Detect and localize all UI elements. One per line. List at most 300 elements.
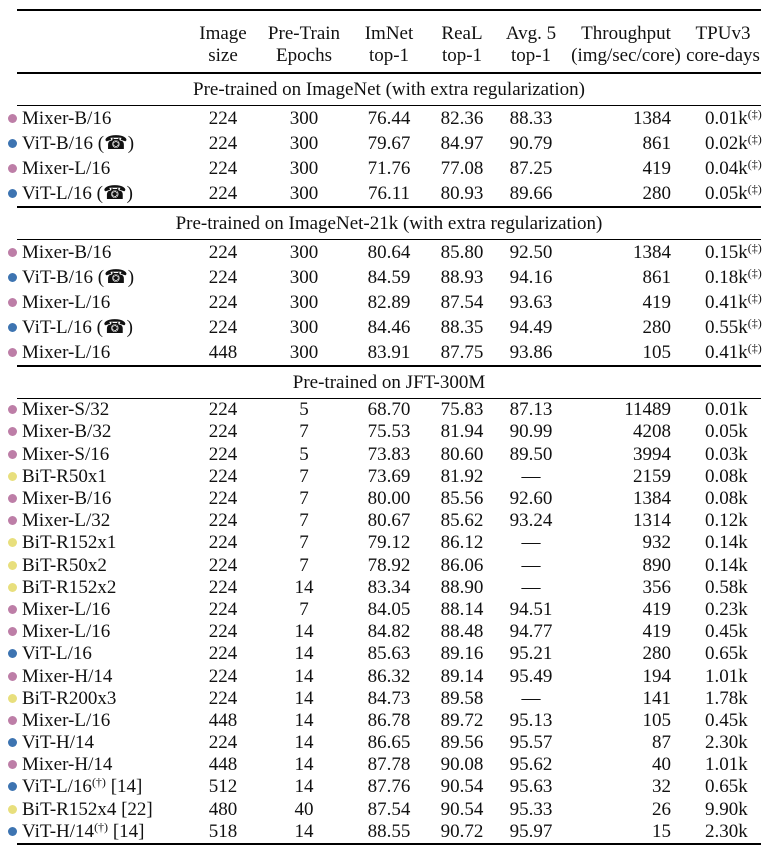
bit-bullet-icon [8,472,17,481]
pretrain-epochs-cell: 300 [289,107,319,129]
tpu-core-days-cell [685,242,761,264]
model-name: ViT-B/16 (☎) [22,267,135,289]
real-top1-cell: 89.56 [440,732,484,754]
model-name: Mixer-S/16 [22,443,110,465]
throughput-cell: 861 [642,132,671,154]
mixer-bullet-icon [8,405,17,414]
column-header-line2: top-1 [441,45,483,67]
imnet-top1-cell: 73.69 [367,465,411,487]
pretrain-epochs-cell: 14 [294,687,314,709]
tpu-core-days-value: 2.30k [705,732,748,754]
table-row [17,665,761,687]
image-size-cell: 224 [208,443,238,465]
core-days-superscript: (‡) [747,290,762,305]
throughput-cell: 419 [642,157,671,179]
tpu-core-days-cell [685,421,761,443]
image-size-cell: 224 [208,182,238,204]
image-size-cell: 224 [208,665,238,687]
table-row [17,821,761,843]
vit-bullet-icon [8,323,17,332]
image-size-cell: 224 [208,316,238,338]
tpu-core-days-value: 0.55k [705,316,748,338]
imnet-top1-cell: 79.12 [367,532,411,554]
image-size-cell: 518 [208,820,238,842]
pretrain-epochs-cell: 7 [299,488,309,510]
image-size-cell: 224 [208,241,238,263]
model-cell [17,182,187,205]
avg5-top1-cell: 88.33 [509,107,553,129]
model-name: Mixer-L/16 [22,598,111,620]
real-top1-cell: 84.97 [440,132,484,154]
core-days-superscript: (‡) [747,106,762,121]
pretrain-epochs-cell: 7 [299,465,309,487]
tpu-core-days-cell [685,399,761,421]
tpu-core-days-value: 0.01k [705,399,748,421]
column-header-image-size [187,23,259,67]
table-row [17,290,761,315]
pretrain-epochs-cell: 14 [294,709,314,731]
pretrain-epochs-cell: 7 [299,421,309,443]
avg5-top1-cell: 92.50 [509,241,553,263]
image-size-cell: 224 [208,421,238,443]
imnet-top1-cell: 86.32 [367,665,411,687]
tpu-core-days-value: 0.14k [705,554,748,576]
tpu-core-days-cell [685,133,761,155]
column-header-line1: ReaL [441,23,483,45]
model-name: Mixer-B/16 [22,488,112,510]
tpu-core-days-cell [685,488,761,510]
model-name: ViT-L/16 [22,776,92,798]
section-rows [17,240,761,365]
model-cell [17,266,187,289]
real-top1-cell: 81.94 [440,421,484,443]
column-header-row [17,11,761,72]
tpu-core-days-cell [685,444,761,466]
imnet-top1-cell: 68.70 [367,399,411,421]
vit-bullet-icon [8,827,17,836]
pretrain-epochs-cell: 14 [294,820,314,842]
throughput-cell: 105 [642,341,671,363]
tpu-core-days-value: 0.08k [705,465,748,487]
real-top1-cell: 86.12 [440,532,484,554]
tpu-core-days-value: 0.08k [705,488,748,510]
imnet-top1-cell: 87.76 [367,776,411,798]
imnet-top1-cell: 76.11 [367,182,411,204]
imnet-top1-cell: 80.67 [367,510,411,532]
tpu-core-days-cell [685,577,761,599]
section-rows [17,106,761,206]
section-header: Pre-trained on ImageNet-21k (with extra regularization) [175,212,603,234]
core-days-superscript: (‡) [747,315,762,330]
table-row [17,688,761,710]
real-top1-cell: 88.14 [440,598,484,620]
column-header-epochs [259,23,349,67]
real-top1-cell: 85.80 [440,241,484,263]
column-header-line2: size [208,45,238,67]
section-rows [17,399,761,843]
model-cell [17,821,187,843]
real-top1-cell: 80.60 [440,443,484,465]
pretrain-epochs-cell: 300 [289,182,319,204]
vit-bullet-icon [8,782,17,791]
tpu-core-days-value: 1.78k [705,687,748,709]
throughput-cell: 105 [642,709,671,731]
model-cell [17,488,187,510]
avg5-top1-cell: — [521,554,541,576]
vit-bullet-icon [8,273,17,282]
image-size-cell: 448 [208,754,238,776]
tpu-core-days-cell [685,466,761,488]
throughput-cell: 4208 [633,421,671,443]
column-header-line2: Epochs [276,45,332,67]
avg5-top1-cell: 87.13 [509,399,553,421]
tpu-core-days-value: 0.18k [705,266,748,288]
model-cell [17,510,187,532]
model-cell [17,776,187,798]
imnet-top1-cell: 87.54 [367,798,411,820]
imnet-top1-cell: 85.63 [367,643,411,665]
avg5-top1-cell: 94.49 [509,316,553,338]
table-row [17,240,761,265]
tpu-core-days-cell [685,776,761,798]
model-cell [17,342,187,364]
core-days-superscript: (‡) [747,240,762,255]
throughput-cell: 1314 [633,510,671,532]
model-name: Mixer-B/32 [22,421,112,443]
tpu-core-days-value: 0.23k [705,598,748,620]
throughput-cell: 419 [642,598,671,620]
imnet-top1-cell: 79.67 [367,132,411,154]
throughput-cell: 419 [642,291,671,313]
image-size-cell: 224 [208,643,238,665]
pretrain-epochs-cell: 300 [289,291,319,313]
model-name: ViT-B/16 (☎) [22,133,135,155]
table-row [17,643,761,665]
avg5-top1-cell: 95.97 [509,820,553,842]
image-size-cell: 224 [208,157,238,179]
model-name-superscript: (†) [94,819,109,834]
table-row [17,799,761,821]
pretrain-epochs-cell: 14 [294,643,314,665]
tpu-core-days-cell [685,821,761,843]
throughput-cell: 11489 [624,399,671,421]
model-name: Mixer-L/16 [22,291,111,313]
mixer-bullet-icon [8,516,17,525]
avg5-top1-cell: 95.57 [509,732,553,754]
throughput-cell: 2159 [633,465,671,487]
model-cell [17,532,187,554]
tpu-core-days-cell [685,666,761,688]
table-row [17,488,761,510]
column-header-line2: core-days [686,45,760,67]
imnet-top1-cell: 75.53 [367,421,411,443]
tpu-core-days-cell [685,643,761,665]
image-size-cell: 224 [208,291,238,313]
bit-bullet-icon [8,583,17,592]
paper-results-table [17,9,761,845]
vit-bullet-icon [8,189,17,198]
avg5-top1-cell: 95.63 [509,776,553,798]
tpu-core-days-cell [685,732,761,754]
model-name: BiT-R50x2 [22,554,107,576]
pretrain-epochs-cell: 14 [294,576,314,598]
imnet-top1-cell: 73.83 [367,443,411,465]
image-size-cell: 224 [208,107,238,129]
vit-bullet-icon [8,139,17,148]
image-size-cell: 224 [208,465,238,487]
tpu-core-days-cell [685,555,761,577]
tpu-core-days-cell [685,754,761,776]
image-size-cell: 224 [208,532,238,554]
tpu-core-days-cell [685,108,761,130]
avg5-top1-cell: — [521,687,541,709]
tpu-core-days-value: 0.05k [705,182,748,204]
avg5-top1-cell: 95.49 [509,665,553,687]
tpu-core-days-cell [685,267,761,289]
bit-bullet-icon [8,694,17,703]
vit-bullet-icon [8,738,17,747]
model-name: Mixer-B/16 [22,241,112,263]
model-cell [17,466,187,488]
column-header-imnet [349,23,429,67]
table-row [17,444,761,466]
pretrain-epochs-cell: 14 [294,665,314,687]
model-name: Mixer-H/14 [22,665,113,687]
tpu-core-days-cell [685,342,761,364]
model-name: Mixer-L/16 [22,157,111,179]
image-size-cell: 480 [208,798,238,820]
mixer-bullet-icon [8,627,17,636]
avg5-top1-cell: — [521,576,541,598]
real-top1-cell: 90.54 [440,776,484,798]
throughput-cell: 861 [642,266,671,288]
real-top1-cell: 89.16 [440,643,484,665]
pretrain-epochs-cell: 7 [299,598,309,620]
tpu-core-days-cell [685,183,761,205]
real-top1-cell: 89.14 [440,665,484,687]
model-cell [17,555,187,577]
real-top1-cell: 89.72 [440,709,484,731]
imnet-top1-cell: 86.78 [367,709,411,731]
model-name: Mixer-B/16 [22,107,112,129]
core-days-superscript: (‡) [747,265,762,280]
tpu-core-days-value: 0.65k [705,776,748,798]
real-top1-cell: 88.35 [440,316,484,338]
pretrain-epochs-cell: 5 [299,399,309,421]
real-top1-cell: 90.08 [440,754,484,776]
column-header-line1: TPUv3 [695,23,751,45]
column-header-line1: Throughput [581,23,671,45]
real-top1-cell: 88.48 [440,621,484,643]
image-size-cell: 224 [208,399,238,421]
real-top1-cell: 88.90 [440,576,484,598]
column-header-tpu [685,23,761,67]
avg5-top1-cell: 87.25 [509,157,553,179]
avg5-top1-cell: 93.63 [509,291,553,313]
model-name: ViT-L/16 [22,643,92,665]
model-name: BiT-R152x1 [22,532,117,554]
model-cell [17,599,187,621]
throughput-cell: 40 [652,754,671,776]
tpu-core-days-cell [685,510,761,532]
table-row [17,510,761,532]
image-size-cell: 224 [208,621,238,643]
table-rule-thick [17,843,761,845]
imnet-top1-cell: 84.59 [367,266,411,288]
mixer-bullet-icon [8,672,17,681]
image-size-cell: 224 [208,576,238,598]
avg5-top1-cell: 89.50 [509,443,553,465]
avg5-top1-cell: 94.51 [509,598,553,620]
avg5-top1-cell: 93.86 [509,341,553,363]
avg5-top1-cell: 95.13 [509,709,553,731]
throughput-cell: 356 [642,576,671,598]
model-cell [17,799,187,821]
avg5-top1-cell: 90.79 [509,132,553,154]
real-top1-cell: 82.36 [440,107,484,129]
avg5-top1-cell: — [521,465,541,487]
imnet-top1-cell: 83.91 [367,341,411,363]
mixer-bullet-icon [8,298,17,307]
table-row [17,754,761,776]
throughput-cell: 1384 [633,488,671,510]
column-header-throughput [567,23,685,67]
imnet-top1-cell: 84.73 [367,687,411,709]
tpu-core-days-cell [685,317,761,339]
model-cell [17,710,187,732]
column-header-line1: Pre-Train [267,23,341,45]
avg5-top1-cell: 95.33 [509,798,553,820]
real-top1-cell: 85.62 [440,510,484,532]
mixer-bullet-icon [8,248,17,257]
image-size-cell: 224 [208,510,238,532]
avg5-top1-cell: 90.99 [509,421,553,443]
avg5-top1-cell: 89.66 [509,182,553,204]
mixer-bullet-icon [8,348,17,357]
tpu-core-days-value: 0.03k [705,443,748,465]
pretrain-epochs-cell: 300 [289,132,319,154]
column-header-line1: Image [199,23,247,45]
imnet-top1-cell: 80.00 [367,488,411,510]
model-cell [17,732,187,754]
avg5-top1-cell: 95.21 [509,643,553,665]
tpu-core-days-value: 0.41k [705,341,748,363]
column-header-line2: top-1 [510,45,552,67]
model-name-reference: [14] [108,820,145,842]
tpu-core-days-value: 0.04k [705,157,748,179]
real-top1-cell: 85.56 [440,488,484,510]
tpu-core-days-value: 9.90k [705,798,748,820]
real-top1-cell: 81.92 [440,465,484,487]
tpu-core-days-value: 0.45k [705,621,748,643]
pretrain-epochs-cell: 300 [289,266,319,288]
model-name: BiT-R200x3 [22,687,117,709]
model-cell [17,444,187,466]
model-cell [17,399,187,421]
throughput-cell: 280 [642,182,671,204]
real-top1-cell: 90.72 [440,820,484,842]
model-cell [17,158,187,180]
throughput-cell: 15 [652,820,671,842]
image-size-cell: 224 [208,266,238,288]
imnet-top1-cell: 88.55 [367,820,411,842]
throughput-cell: 32 [652,776,671,798]
table-row [17,555,761,577]
avg5-top1-cell: 94.16 [509,266,553,288]
model-name: Mixer-L/16 [22,341,111,363]
mixer-bullet-icon [8,450,17,459]
column-header-line1: Avg. 5 [505,23,557,45]
image-size-cell: 224 [208,732,238,754]
mixer-bullet-icon [8,760,17,769]
model-name: Mixer-L/16 [22,709,111,731]
image-size-cell: 224 [208,598,238,620]
pretrain-epochs-cell: 7 [299,554,309,576]
model-cell [17,242,187,264]
pretrain-epochs-cell: 300 [289,241,319,263]
table-row [17,421,761,443]
model-cell [17,577,187,599]
model-cell [17,421,187,443]
imnet-top1-cell: 84.82 [367,621,411,643]
model-name: Mixer-L/32 [22,510,111,532]
avg5-top1-cell: 94.77 [509,621,553,643]
model-cell [17,688,187,710]
throughput-cell: 932 [642,532,671,554]
column-header-line2: (img/sec/core) [571,45,681,67]
throughput-cell: 87 [652,732,671,754]
avg5-top1-cell: 92.60 [509,488,553,510]
avg5-top1-cell: 93.24 [509,510,553,532]
mixer-bullet-icon [8,494,17,503]
model-name: ViT-L/16 (☎) [22,183,134,205]
image-size-cell: 224 [208,687,238,709]
real-top1-cell: 86.06 [440,554,484,576]
tpu-core-days-value: 0.14k [705,532,748,554]
tpu-core-days-cell [685,158,761,180]
model-cell [17,754,187,776]
model-cell [17,132,187,155]
pretrain-epochs-cell: 5 [299,443,309,465]
pretrain-epochs-cell: 300 [289,341,319,363]
table-row [17,599,761,621]
tpu-core-days-value: 0.12k [705,510,748,532]
core-days-superscript: (‡) [747,181,762,196]
real-top1-cell: 75.83 [440,399,484,421]
throughput-cell: 3994 [633,443,671,465]
tpu-core-days-value: 0.01k [705,107,748,129]
model-name: ViT-L/16 (☎) [22,317,134,339]
throughput-cell: 890 [642,554,671,576]
real-top1-cell: 88.93 [440,266,484,288]
core-days-superscript: (‡) [747,131,762,146]
pretrain-epochs-cell: 14 [294,621,314,643]
throughput-cell: 280 [642,643,671,665]
table-row [17,315,761,340]
throughput-cell: 141 [642,687,671,709]
real-top1-cell: 87.75 [440,341,484,363]
table-row [17,621,761,643]
table-row [17,131,761,156]
imnet-top1-cell: 83.34 [367,576,411,598]
imnet-top1-cell: 78.92 [367,554,411,576]
tpu-core-days-value: 0.15k [705,241,748,263]
table-row [17,106,761,131]
column-header-real [429,23,495,67]
avg5-top1-cell: — [521,532,541,554]
section-header: Pre-trained on JFT-300M [292,371,486,393]
throughput-cell: 194 [642,665,671,687]
